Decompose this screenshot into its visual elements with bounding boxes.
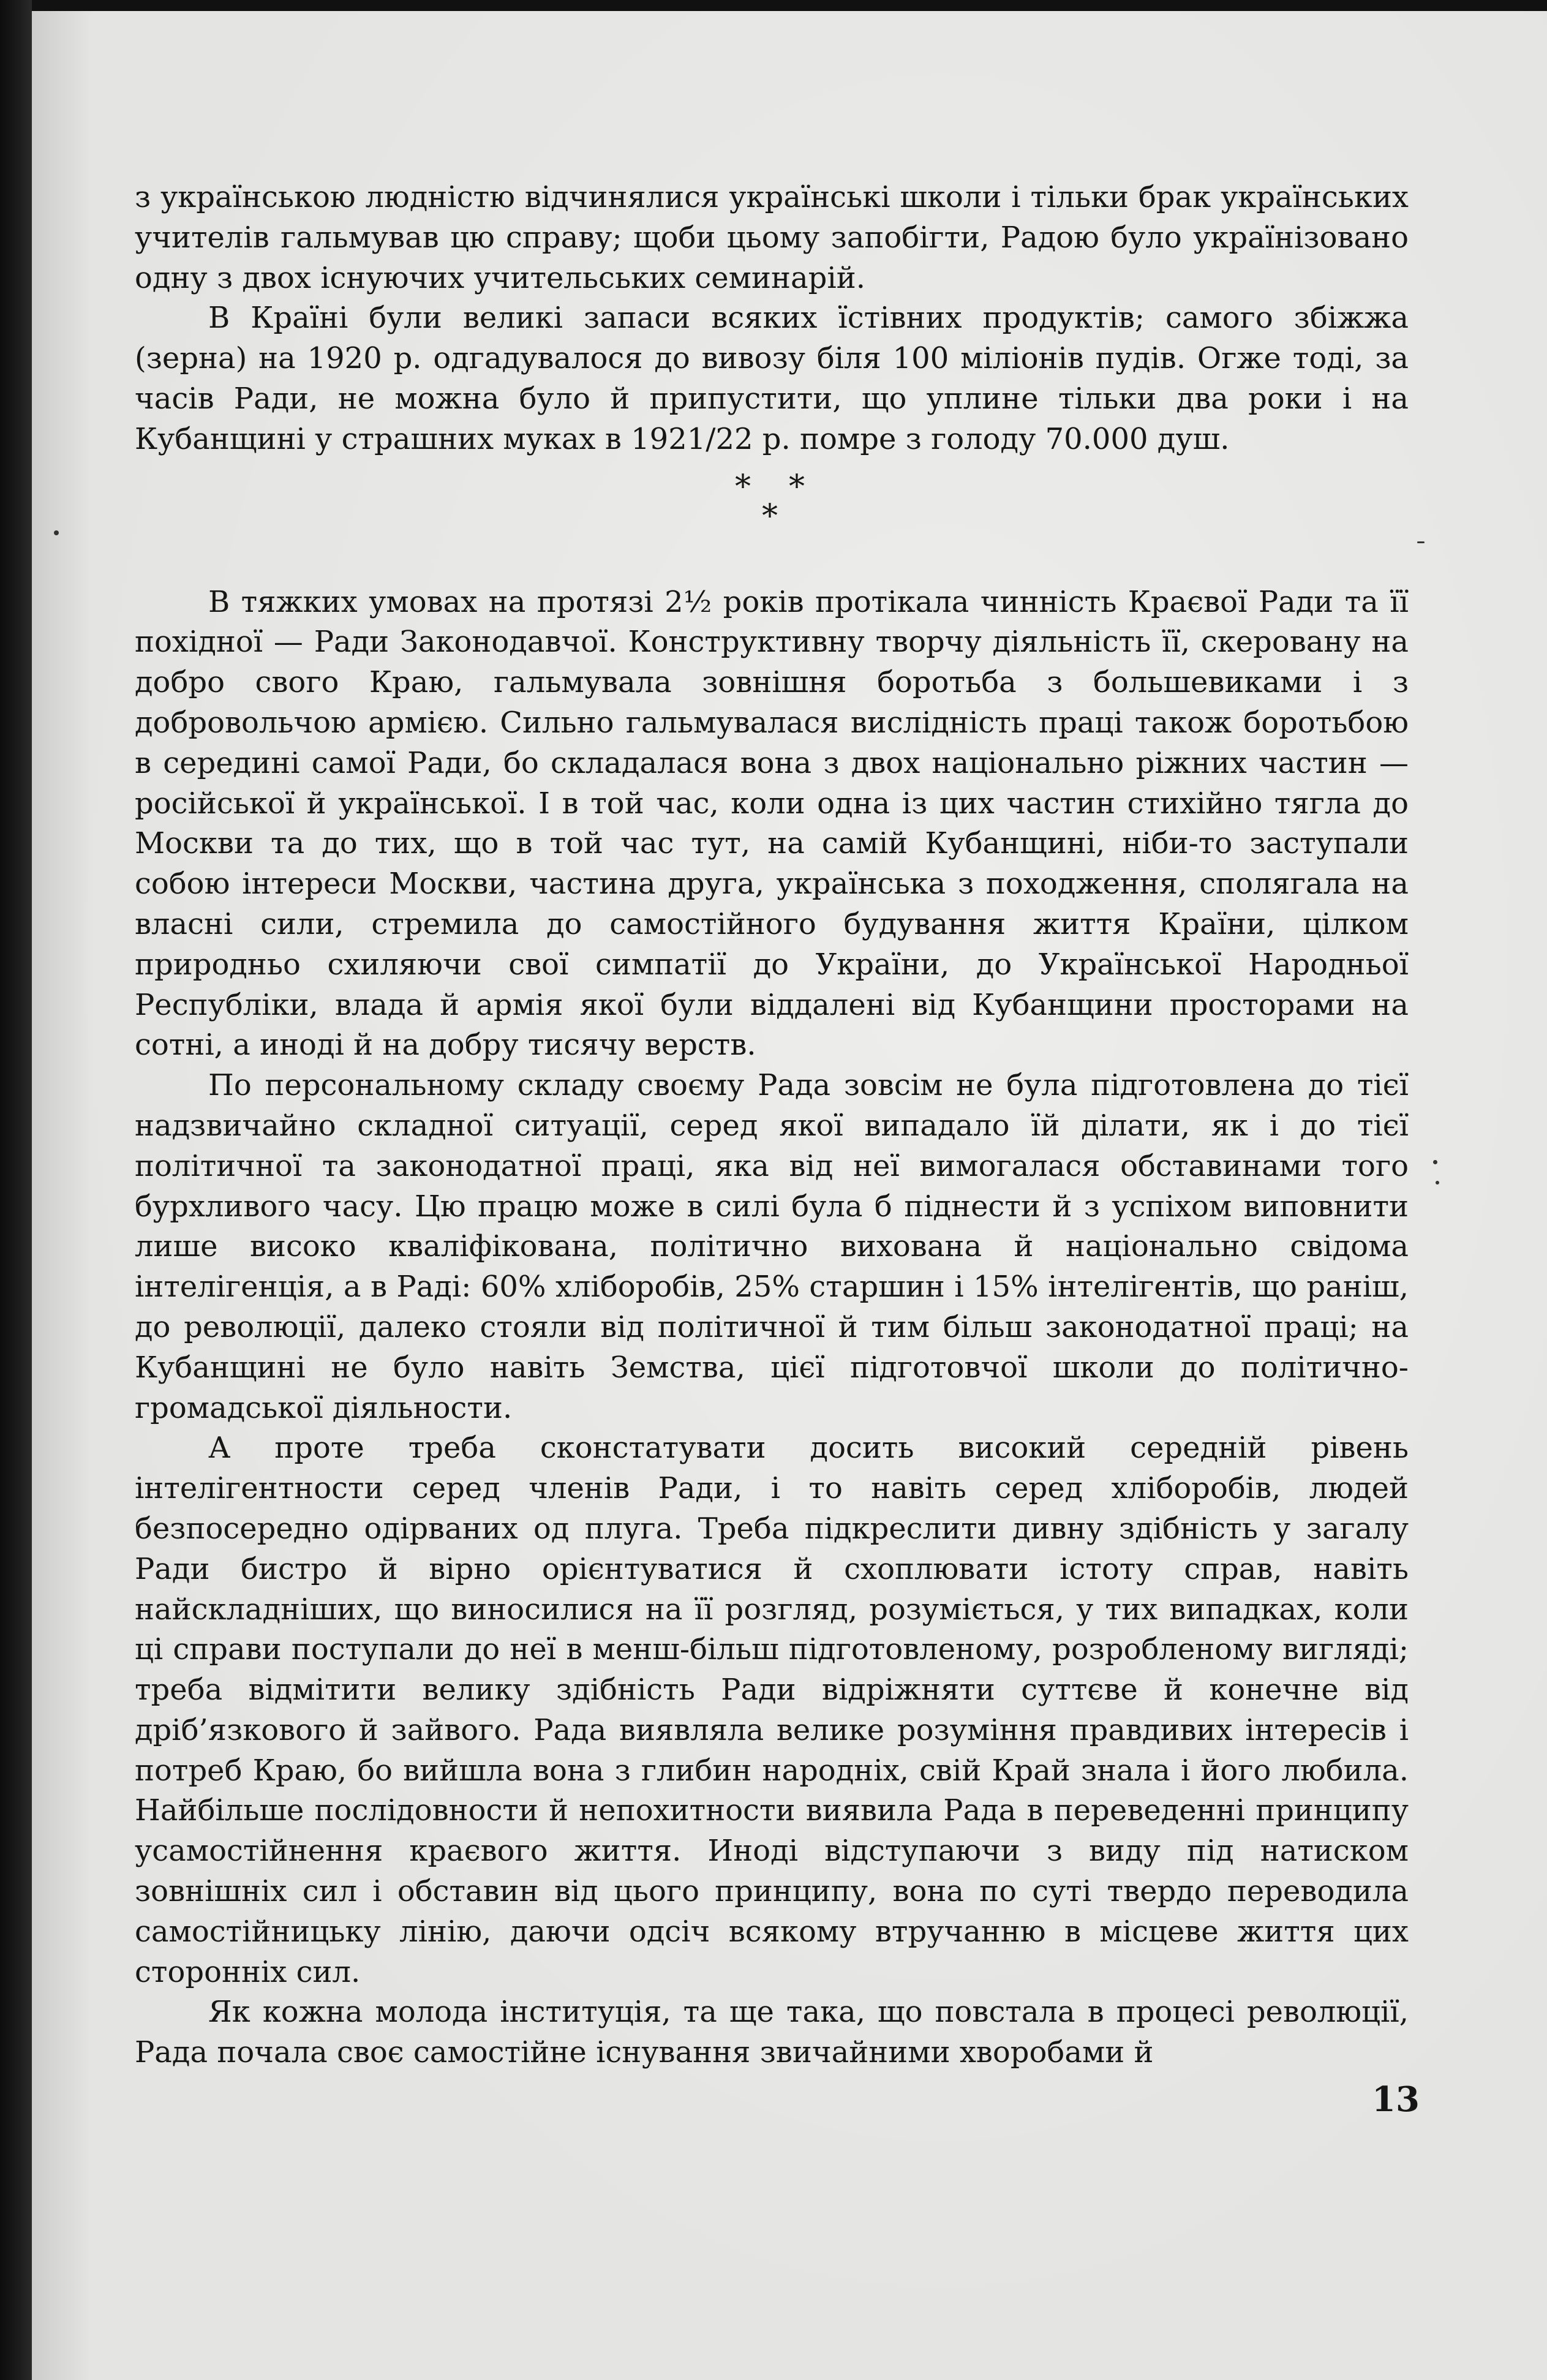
paragraph-4: По персональному складу своєму Рада зовсім не була підготовлена до тієї надзвичайно складної ситуації, серед якої випадало їй ділати, як і до тієї політичної та законодатної праці, яка від неї вимогалася обставинами того бурхливого часу. Цю працю може в силі була б піднести й з успіхом виповнити лише високо кваліфікована, політично вихована й національно свідома інтелігенція, а в Раді: 60% хліборобів, 25% старшин і 15% інтелігентів, що раніш, до революції, далеко стояли від політичної й тим більш законодатної праці; на Кубанщині не було навіть Земства, цієї підготовчої школи до політично-громадської діяльности. [135,1068,1409,1425]
separator-star-3: * [762,497,778,535]
paragraph-3: В тяжких умовах на протязі 2½ років протікала чинність Краєвої Ради та її похідної — Ради Законодавчої. Конструктивну творчу діяльність її, скеровану на добро свого Краю, гальмувала зовнішня боротьба з большевиками і з добровольчою армією. Сильно гальмувалася вислідність праці також боротьбою в середині самої Ради, бо складалася вона з двох національно ріжних частин — російської й української. І в той час, коли одна із цих частин стихійно тягла до Москви та до тих, що в той час тут, на самій Кубанщині, ніби-то заступали собою інтереси Москви, частина друга, українська з походження, сполягала на власні сили, стремила до самостійного будування життя Країни, цілком природньо схиляючи свої симпатії до України, до Української Народньої Республіки, влада й армія якої були віддалені від Кубанщини просторами на сотні, а иноді й на добру тисячу верств. [135,584,1409,1063]
scan-speck [1433,1160,1437,1164]
page-number: 13 [1372,2079,1420,2120]
scan-border-left [0,0,32,2380]
scan-border-top [0,0,1547,12]
scan-speck [54,530,59,535]
body-text [135,178,1409,2073]
section-separator [135,460,1409,582]
paragraph-6: Як кожна молода інституція, та ще така, що повстала в процесі революції, Рада почала своє самостійне існування звичайними хворобами й [135,1995,1409,2070]
scan-speck [1436,1181,1439,1184]
separator-star-1: * [735,468,751,505]
paragraph-1: з українською людністю відчинялися українські школи і тільки брак українських учителів гальмував цю справу; щоби цьому запобігти, Радою було українізовано одну з двох існуючих учительських семинарій. [135,180,1409,295]
paragraph-5: А проте треба сконстатувати досить високий середній рівень інтелігентности серед членів Ради, і то навіть серед хліборобів, людей безпосередно одірваних од плуга. Треба підкреслити дивну здібність у загалу Ради бистро й вірно орієнтуватися й схоплювати істоту справ, навіть найскладніших, що виносилися на її розгляд, розуміється, у тих випадках, коли ці справи поступали до неї в менш-більш підготовленому, розробленому вигляді; треба відмітити велику здібність Ради відріжняти суттєве й конечне від дріб’язкового й зайвого. Рада виявляла велике розуміння правдивих інтересів і потреб Краю, бо вийшла вона з глибин народніх, свій Край знала і його любила. Найбільше послідовности й непохитности виявила Рада в переведенні принципу усамостійнення краєвого життя. Иноді відступаючи з виду під натиском зовнішніх сил і обставин від цього принципу, вона по суті твердо переводила самостійницьку лінію, даючи одсіч всякому втручанню в місцеве життя цих сторонніх сил. [135,1431,1409,1989]
separator-star-2: * [789,468,805,505]
paragraph-2: В Країні були великі запаси всяких їстівних продуктів; самого збіжжа (зерна) на 1920 р. одгадувалося до вивозу біля 100 міліонів пудів. Огже тоді, за часів Ради, не можна було й припустити, що уплине тільки два роки і на Кубанщині у страшних муках в 1921/22 р. помре з голоду 70.000 душ. [135,301,1409,456]
scan-speck [1417,541,1425,543]
